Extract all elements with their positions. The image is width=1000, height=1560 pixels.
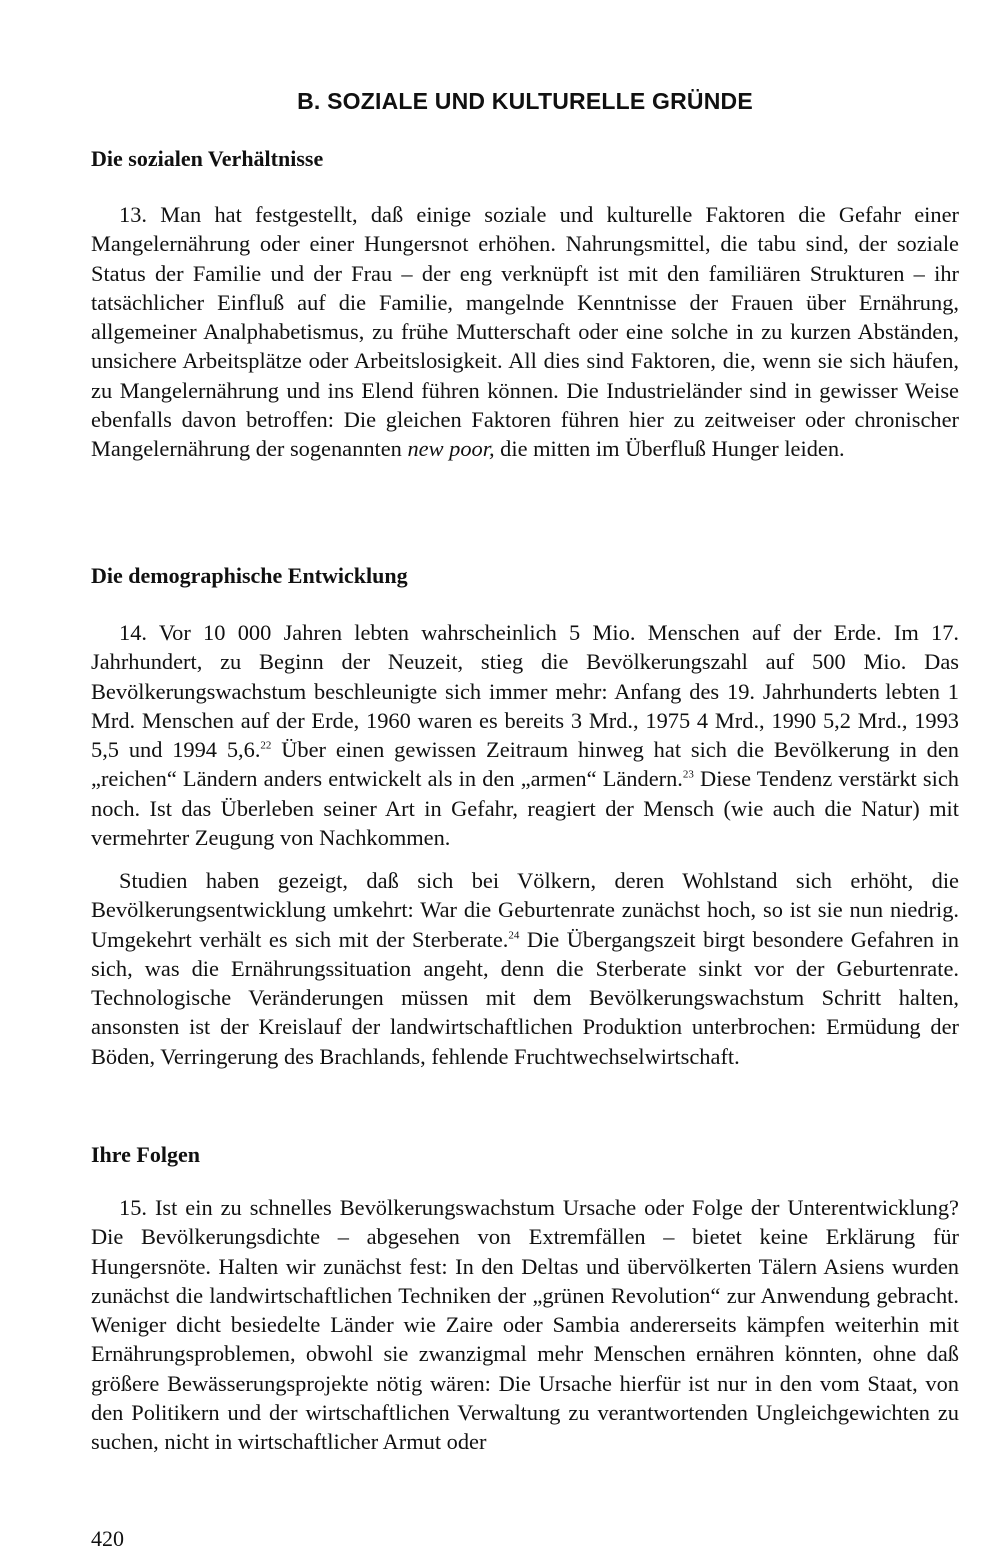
chapter-title: B. SOZIALE UND KULTURELLE GRÜNDE [297, 88, 753, 114]
section-heading: Die sozialen Verhältnisse [91, 146, 324, 171]
section-heading: Ihre Folgen [91, 1142, 200, 1167]
paragraph-text: 13. Man hat festgestellt, daß einige soziale und kulturelle Faktoren die Gefahr einer Mangelernährung oder einer Hungersnot erhöhen. Nahrungsmittel, die tabu sind, der soziale Status der Familie und der Frau – der eng verknüpft ist mit den familiären Strukturen – ihr tatsächlicher Einfluß auf die Familie, mangelnde Kenntnisse der Frauen über Ernährung, allgemeiner Analphabetismus, zu frühe Mutterschaft oder eine solche in zu kurzen Abständen, unsichere Arbeitsplätze oder Arbeitslosigkeit. All dies sind Faktoren, die, wenn sie sich häufen, zu Mangelernährung und ins Elend führen können. Die Industrieländer sind in gewisser Weise ebenfalls davon betroffen: Die gleichen Faktoren führen hier zu zeitweiser oder chronischer Mangelernährung der sogenannten [91, 202, 959, 462]
paragraph-text: 15. Ist ein zu schnelles Bevölkerungswachstum Ursache oder Folge der Unterentwicklung? Die Bevölkerungsdichte – abgesehen von Extremfällen – bietet keine Erklärung für Hungersnöte. Halten wir zunächst fest: In den Deltas und übervölkerten Tälern Asiens wurden zunächst die landwirtschaftlichen Techniken der „grünen Revolution“ zur Anwendung gebracht. Weniger dicht besiedelte Länder wie Zaire oder Sambia andererseits kämpfen weiterhin mit Ernährungsproblemen, obwohl sie zwanzigmal mehr Menschen ernähren könnten, ohne daß größere Bewässerungsprojekte nötig wären: Die Ursache hierfür ist nur in den vom Staat, von den Politikern und der wirtschaftlichen Verwaltung zu verantwortenden Ungleichgewichten zu suchen, nicht in wirtschaftlicher Armut oder [91, 1195, 959, 1455]
footnote-ref: 22 [260, 739, 272, 752]
paragraph-text: 14. Vor 10 000 Jahren lebten wahrscheinlich 5 Mio. Menschen auf der Erde. Im 17. Jahrhundert, zu Beginn der Neuzeit, stieg die Bevölkerungszahl auf 500 Mio. Das Bevölkerungswachstum beschleunigte sich immer mehr: Anfang des 19. Jahrhunderts lebten 1 Mrd. Menschen auf der Erde, 1960 waren es bereits 3 Mrd., 1975 4 Mrd., 1990 5,2 Mrd., 1993 5,5 und 1994 5,6. [91, 620, 959, 763]
paragraph [91, 866, 959, 1071]
footnote-ref: 24 [508, 929, 520, 942]
footnote-ref: 23 [682, 769, 694, 782]
page-number: 420 [91, 1526, 124, 1551]
section-heading: Die demographische Entwicklung [91, 563, 408, 588]
italic-phrase: new poor, [407, 436, 495, 462]
paragraph-text: Studien haben gezeigt, daß sich bei Völkern, deren Wohlstand sich erhöht, die Bevölkerungsentwicklung umkehrt: War die Geburtenrate zunächst hoch, so ist sie nun niedrig. Umgekehrt verhält es sich mit der Sterberate. [91, 868, 959, 952]
paragraph-text: die mitten im Überfluß Hunger leiden. [494, 436, 845, 462]
paragraph-text: Die Übergangszeit birgt besondere Gefahren in sich, was die Ernährungssituation angeht, denn die Sterberate sinkt vor der Geburtenrate. Technologische Veränderungen müssen mit dem Bevölkerungswachstum Schritt halten, ansonsten ist der Kreislauf der landwirtschaftlichen Produktion unterbrochen: Ermüdung der Böden, Verringerung des Brachlands, fehlende Fruchtwechselwirtschaft. [91, 926, 959, 1069]
book-page [91, 0, 959, 1560]
paragraph [91, 618, 959, 852]
paragraph-text: Über einen gewissen Zeitraum hinweg hat sich die Bevölkerung in den „reichen“ Ländern anders entwickelt als in den „armen“ Ländern. [91, 737, 959, 792]
paragraph [91, 1193, 959, 1457]
paragraph-text: Diese Tendenz verstärkt sich noch. Ist das Überleben seiner Art in Gefahr, reagiert der Mensch (wie auch die Natur) mit vermehrter Zeugung von Nachkommen. [91, 766, 959, 851]
paragraph [91, 200, 959, 464]
